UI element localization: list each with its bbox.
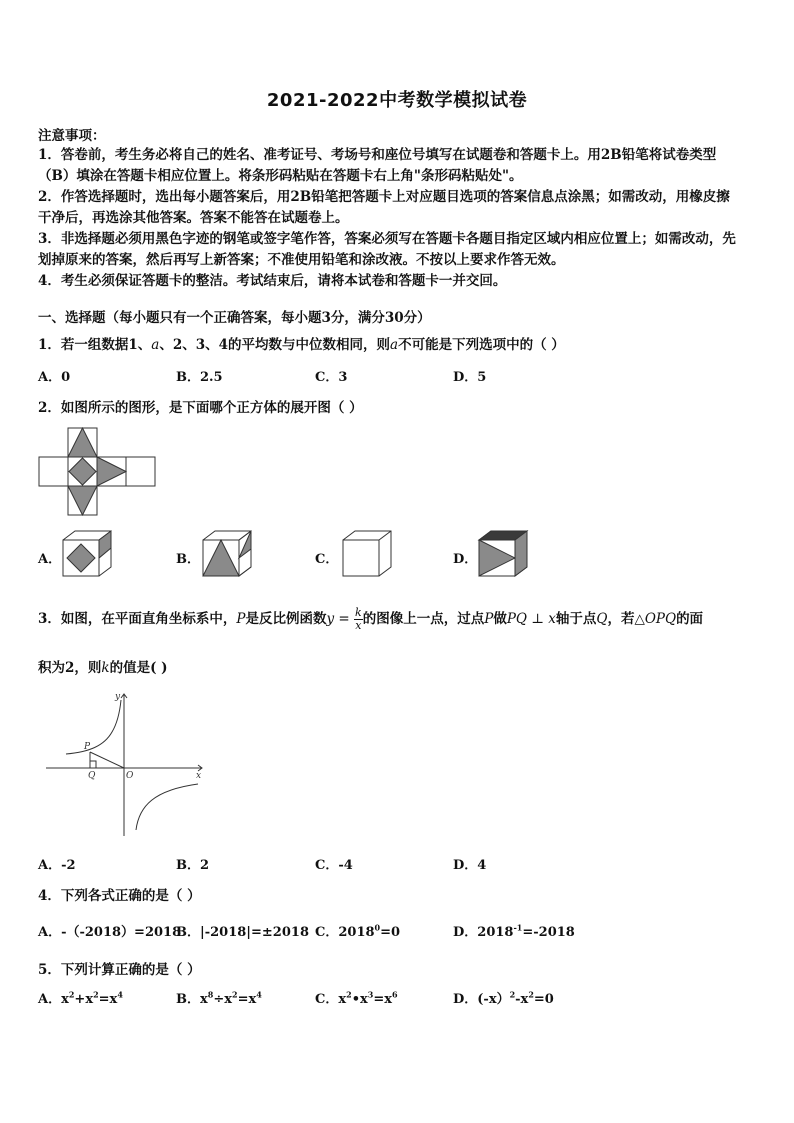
q3-perp-symbol: ⊥ (526, 611, 549, 627)
q5-b-part: B．x (176, 992, 208, 1007)
q3-text-8: 积为2，则 (38, 660, 102, 676)
q5-c-part: =x (373, 992, 392, 1007)
notice-line-7: 4．考生必须保证答题卡的整洁。考试结束后，请将本试卷和答题卡一并交回。 (38, 273, 507, 289)
q3-text-5: 轴于点 (555, 611, 597, 627)
net-diamond-center (69, 458, 96, 485)
q4-d-exponent: -1 (513, 922, 523, 933)
q5-b-part: =x (237, 992, 257, 1007)
notice-line-6: 划掉原来的答案，然后再写上新答案；不准使用铅笔和涂改液。不按以上要求作答无效。 (38, 252, 565, 268)
q5-c-exp: 6 (391, 989, 398, 1000)
q3-var-q: Q (596, 611, 608, 627)
net-triangle-bottom (68, 486, 97, 515)
q2-option-a-label[interactable]: A． (38, 552, 62, 567)
q3-text-2: 是反比例函数 (245, 611, 327, 627)
q1-text-2: 、2、3、4的平均数与中位数相同，则 (159, 337, 391, 353)
q5-c-part: C．x (315, 992, 347, 1007)
q5-a-part: +x (74, 992, 94, 1007)
notice-line-5: 3．非选择题必须用黑色字迹的钢笔或签字笔作答，答案必须写在答题卡各题目指定区域内相应位置上；如需改动，先 (38, 231, 736, 247)
q5-option-d[interactable] (453, 988, 554, 1007)
q2-cube-c[interactable] (342, 530, 394, 578)
q5-d-exp: 2 (528, 989, 534, 1000)
q3-fraction-numerator: k (355, 606, 362, 619)
section-heading: 一、选择题（每小题只有一个正确答案，每小题3分，满分30分） (38, 310, 431, 326)
origin-label: O (126, 771, 134, 781)
notice-line-3: 2．作答选择题时，选出每小题答案后，用2B铅笔把答题卡上对应题目选项的答案信息点涂黑；如需改动，用橡皮擦 (38, 189, 730, 205)
question-3-line-2 (38, 656, 168, 676)
point-q-label: Q (88, 771, 96, 781)
q5-b-exp: 8 (207, 989, 214, 1000)
exam-title: 2021-2022中考数学模拟试卷 (266, 90, 528, 111)
notice-line-2: （B）填涂在答题卡相应位置上。将条形码粘贴在答题卡右上角"条形码粘贴处"。 (38, 168, 523, 184)
q5-d-part: -x (515, 992, 529, 1007)
q3-text-3: 的图像上一点，过点 (362, 611, 485, 627)
q5-d-part: =0 (533, 992, 554, 1007)
q3-text-1: 3．如图，在平面直角坐标系中， (38, 611, 237, 627)
q3-var-x: x (548, 611, 556, 627)
q5-d-part: D．(-x） (453, 992, 510, 1007)
q3-var-p-2: P (484, 611, 494, 627)
y-axis-label: y (115, 692, 121, 702)
q1-text-1: 1．若一组数据1、 (38, 337, 152, 353)
q5-a-exp: 2 (68, 989, 75, 1000)
q1-option-d[interactable]: D．5 (453, 370, 487, 385)
q4-option-a[interactable]: A．-（-2018）=2018 (38, 925, 182, 940)
question-3 (38, 607, 703, 632)
q3-option-c[interactable]: C．-4 (315, 858, 353, 873)
x-axis-label: x (196, 771, 202, 781)
question-1 (38, 333, 565, 353)
q5-b-part: ÷x (213, 992, 232, 1007)
cube-net-figure (38, 428, 158, 518)
q5-b-exp: 4 (256, 989, 262, 1000)
q1-var-a-2: a (390, 337, 399, 353)
q3-var-k: k (101, 660, 110, 676)
q3-text-4: 做 (493, 611, 507, 627)
q5-a-part: A．x (38, 992, 69, 1007)
hyperbola-branch-right (136, 784, 198, 830)
q5-c-part: •x (351, 992, 368, 1007)
net-square-left (39, 457, 68, 486)
question-4: 4．下列各式正确的是（ ） (38, 888, 201, 904)
q5-a-exp: 2 (93, 989, 99, 1000)
q3-option-b[interactable]: B．2 (176, 858, 210, 873)
q1-var-a: a (151, 337, 160, 353)
q5-b-exp: 2 (231, 989, 238, 1000)
q2-option-c-label[interactable]: C． (315, 552, 339, 567)
q4-option-b[interactable]: B．|-2018|=±2018 (176, 925, 309, 940)
q1-option-c[interactable]: C．3 (315, 370, 348, 385)
q3-option-d[interactable]: D．4 (453, 858, 487, 873)
q5-d-exp: 2 (509, 989, 516, 1000)
q4-d-base: D．2018 (453, 925, 514, 940)
po-segment (90, 752, 124, 768)
q5-option-b[interactable] (176, 988, 262, 1007)
q1-option-a[interactable]: A．0 (38, 370, 71, 385)
notice-line-1: 1．答卷前，考生务必将自己的姓名、准考证号、考场号和座位号填写在试题卷和答题卡上。用2B铅笔将试卷类型 (38, 147, 717, 163)
q3-triangle-opq: △OPQ (634, 611, 677, 627)
q1-text-3: 不可能是下列选项中的（ ） (398, 337, 565, 353)
q3-fraction-k-over-x (354, 607, 363, 632)
point-p-label: P (84, 742, 91, 752)
net-square-far-right (126, 457, 155, 486)
q5-a-exp: 4 (117, 989, 123, 1000)
q3-equals: = (334, 611, 355, 627)
q3-coordinate-graph (44, 688, 210, 840)
q3-text-9: 的值是( ) (109, 660, 168, 676)
q4-c-base: C．2018 (315, 925, 375, 940)
notice-line-4: 干净后，再选涂其他答案。答案不能答在试题卷上。 (38, 210, 349, 226)
question-5: 5．下列计算正确的是（ ） (38, 962, 201, 978)
net-triangle-right (97, 457, 126, 486)
notice-heading: 注意事项： (38, 128, 106, 144)
q5-c-exp: 2 (346, 989, 352, 1000)
q4-option-d[interactable] (453, 921, 575, 940)
q2-option-b-label[interactable]: B． (176, 552, 200, 567)
q4-c-rest: =0 (380, 925, 401, 940)
q2-option-d-label[interactable]: D． (453, 552, 478, 567)
q4-option-c[interactable] (315, 921, 400, 940)
q3-var-pq: PQ (506, 611, 527, 627)
net-triangle-top (68, 428, 97, 457)
q3-var-p: P (236, 611, 246, 627)
q3-option-a[interactable]: A．-2 (38, 858, 76, 873)
hyperbola-branch-left (66, 700, 121, 754)
q5-a-part: =x (98, 992, 118, 1007)
q4-d-rest: =-2018 (522, 925, 575, 940)
q5-option-c[interactable] (315, 988, 398, 1007)
q2-cube-b[interactable] (202, 530, 254, 578)
q3-text-7: 的面 (676, 611, 704, 627)
q5-c-exp: 3 (367, 989, 374, 1000)
q4-c-exponent: 0 (374, 922, 381, 933)
q1-option-b[interactable]: B．2.5 (176, 370, 223, 385)
q2-cube-a[interactable] (62, 530, 114, 578)
q5-option-a[interactable] (38, 988, 123, 1007)
q3-fraction-denominator: x (355, 619, 362, 632)
question-2: 2．如图所示的图形，是下面哪个正方体的展开图（ ） (38, 400, 363, 416)
right-angle-mark (90, 761, 96, 768)
q3-text-6: ，若 (607, 611, 635, 627)
q2-cube-d[interactable] (478, 530, 530, 578)
q3-var-y: y (326, 611, 335, 627)
